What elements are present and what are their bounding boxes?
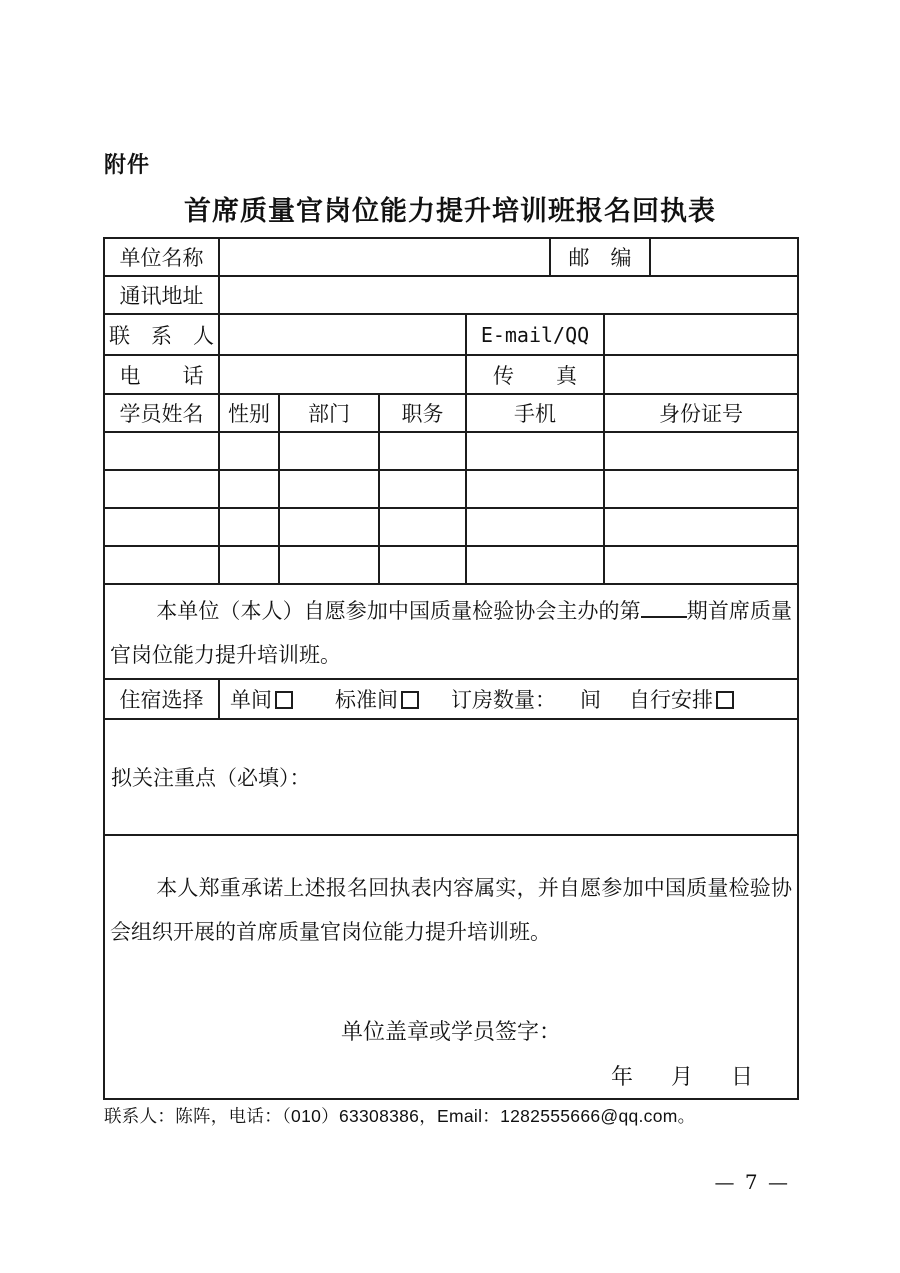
self-arrange-label: 自行安排 [629,689,713,712]
id-number-header: 身份证号 [604,394,798,432]
self-arrange-option [629,684,734,714]
date-year-label: 年 [610,1064,633,1089]
single-room-option [230,684,293,714]
accommodation-options [220,684,797,714]
single-room-checkbox [275,691,293,709]
contact-person-field [219,314,466,355]
department-cell [279,432,379,470]
row-accommodation [104,679,798,719]
date-day-label: 日 [730,1064,753,1089]
address-field [219,276,798,314]
contact-person-label: 联 系 人 [104,314,219,355]
fax-label: 传 真 [466,355,604,394]
date-month-label: 月 [670,1064,693,1089]
page-number: — 7 — [714,1170,790,1194]
row-pledge [104,835,798,1099]
id-number-cell [604,546,798,584]
row-address [104,276,798,314]
department-header: 部门 [279,394,379,432]
department-cell [279,546,379,584]
department-cell [279,470,379,508]
department-cell [279,508,379,546]
booking-quantity-label: 订房数量： [451,689,556,712]
position-cell [379,546,466,584]
student-row [104,432,798,470]
postal-code-field [650,238,798,276]
mobile-cell [466,470,604,508]
email-qq-field [604,314,798,355]
student-name-header: 学员姓名 [104,394,219,432]
attachment-label: 附件 [104,152,151,177]
date-line [105,1060,797,1091]
standard-room-label: 标准间 [335,689,398,712]
footer-contact-info: 联系人：陈阵，电话：（010）63308386，Email：1282555666@qq.com。 [104,1106,696,1126]
mobile-cell [466,432,604,470]
self-arrange-checkbox [716,691,734,709]
registration-form-table [103,237,799,1100]
postal-code-label: 邮 编 [550,238,650,276]
student-name-cell [104,470,219,508]
participation-text-after: 期首席质量官岗位能力提升培训班。 [110,600,793,667]
standard-room-checkbox [401,691,419,709]
student-row [104,546,798,584]
phone-field [219,355,466,394]
fax-field [604,355,798,394]
gender-cell [219,546,279,584]
mobile-cell [466,508,604,546]
mobile-header: 手机 [466,394,604,432]
participation-paragraph [105,585,797,678]
id-number-cell [604,470,798,508]
phone-label: 电 话 [104,355,219,394]
student-row [104,470,798,508]
row-participation [104,584,798,679]
quantity-unit-label: 间 [580,689,601,712]
accommodation-options-cell [219,679,798,719]
single-room-label: 单间 [230,689,272,712]
row-student-headers [104,394,798,432]
email-qq-label: E-mail/QQ [466,314,604,355]
focus-cell [104,719,798,835]
position-cell [379,470,466,508]
id-number-cell [604,432,798,470]
position-cell [379,432,466,470]
student-row [104,508,798,546]
gender-header: 性别 [219,394,279,432]
student-name-cell [104,432,219,470]
gender-cell [219,508,279,546]
page-title: 首席质量官岗位能力提升培训班报名回执表 [184,196,716,226]
address-label: 通讯地址 [104,276,219,314]
focus-label: 拟关注重点（必填）： [111,767,311,790]
student-name-cell [104,546,219,584]
participation-text-before: 本单位（本人）自愿参加中国质量检验协会主办的第 [156,600,641,623]
id-number-cell [604,508,798,546]
standard-room-option [335,684,419,714]
unit-name-field [219,238,550,276]
position-header: 职务 [379,394,466,432]
row-phone [104,355,798,394]
gender-cell [219,432,279,470]
pledge-cell [104,835,798,1099]
row-contact [104,314,798,355]
row-unit-name [104,238,798,276]
student-name-cell [104,508,219,546]
accommodation-label: 住宿选择 [104,679,219,719]
unit-name-label: 单位名称 [104,238,219,276]
participation-cell [104,584,798,679]
mobile-cell [466,546,604,584]
session-number-blank [641,598,687,618]
row-focus [104,719,798,835]
position-cell [379,508,466,546]
gender-cell [219,470,279,508]
signature-label: 单位盖章或学员签字： [340,1019,561,1044]
pledge-paragraph: 本人郑重承诺上述报名回执表内容属实，并自愿参加中国质量检验协会组织开展的首席质量官岗位能力提升培训班。 [110,877,792,944]
